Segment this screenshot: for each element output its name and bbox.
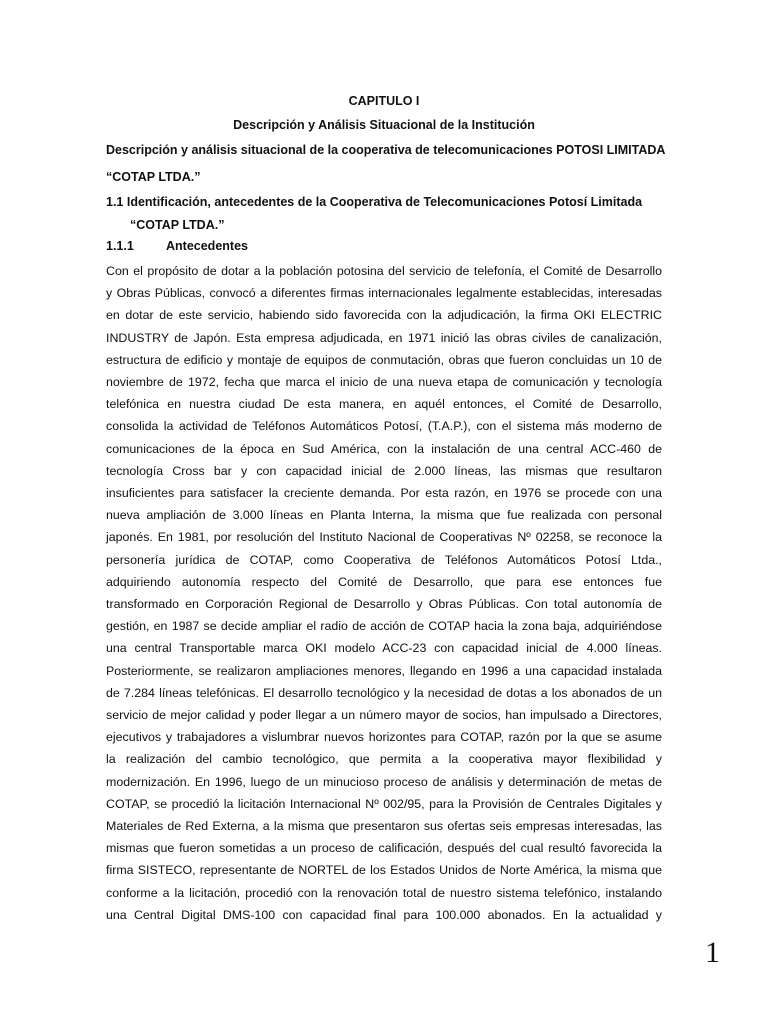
section-1-1-heading: 1.1 Identificación, antecedentes de la Cooperativa de Telecomunicaciones Potosí Limitada (106, 195, 643, 209)
paragraph-line: firma SISTECO, representante de NORTEL de los Estados Unidos de Norte América, la misma que (106, 863, 662, 878)
paragraph-line: adquiriendo autonomía respecto del Comité de Desarrollo, que para ese entonces fue (106, 574, 662, 589)
paragraph-line: en dotar de este servicio, habiendo sido favorecida con la adjudicación, la firma OKI ELECTRIC (106, 308, 662, 323)
paragraph-line: nueva ampliación de 3.000 líneas en Planta Interna, la misma que fue realizada con personal (106, 508, 662, 523)
paragraph-line: servicio de mejor calidad y poder llegar a un número mayor de socios, han impulsado a Directores, (106, 708, 662, 723)
paragraph-line: la realización del cambio tecnológico, que permita a la cooperativa mayor flexibilidad y (106, 752, 662, 767)
paragraph-line: ejecutivos y trabajadores a vislumbrar nuevos horizontes para COTAP, razón por la que se asume (106, 730, 662, 745)
paragraph-line: mismas que fueron sometidas a un proceso de calificación, después del cual resultó favorecida la (106, 841, 662, 856)
description-heading: Descripción y análisis situacional de la cooperativa de telecomunicaciones POTOSI LIMITADA (106, 143, 666, 157)
antecedentes-paragraph (106, 260, 662, 926)
description-quote: “COTAP LTDA.” (106, 170, 201, 184)
paragraph-line: INDUSTRY de Japón. Esta empresa adjudicada, en 1971 inició las obras civiles de canalización, (106, 330, 662, 345)
paragraph-line: de 7.284 líneas telefónicas. El desarrollo tecnológico y la necesidad de dotas a los abonados de un (106, 685, 662, 700)
chapter-subtitle: Descripción y Análisis Situacional de la Institución (233, 118, 535, 132)
paragraph-line: noviembre de 1972, fecha que marca el inicio de una nueva etapa de comunicación y tecnología (106, 375, 662, 390)
paragraph-line: y Obras Públicas, convocó a diferentes firmas internacionales legalmente establecidas, interesadas (106, 286, 662, 301)
paragraph-line: una Central Digital DMS-100 con capacidad final para 100.000 abonados. En la actualidad y (106, 907, 662, 922)
paragraph-line: tecnología Cross bar y con capacidad inicial de 2.000 líneas, las mismas que resultaron (106, 463, 662, 478)
paragraph-line: una central Transportable marca OKI modelo ACC-23 con capacidad inicial de 4.000 líneas. (106, 641, 662, 656)
paragraph-line: gestión, en 1987 se decide ampliar el radio de acción de COTAP hacia la zona baja, adquiriéndose (106, 619, 662, 634)
page-number: 1 (705, 936, 720, 969)
paragraph-line: personería jurídica de COTAP, como Cooperativa de Teléfonos Automáticos Potosí Ltda., (106, 552, 662, 567)
paragraph-line: Posteriormente, se realizaron ampliaciones menores, llegando en 1996 a una capacidad instalada (106, 663, 662, 678)
section-1-1-heading-continuation: “COTAP LTDA.” (130, 218, 225, 232)
paragraph-line: COTAP, se procedió la licitación Internacional Nº 002/95, para la Provisión de Centrales Digitales y (106, 796, 662, 811)
section-1-1-1-number: 1.1.1 (106, 239, 134, 253)
paragraph-line: consolida la actividad de Teléfonos Automáticos Potosí, (T.A.P.), con el sistema más moderno de (106, 419, 662, 434)
paragraph-line: transformado en Corporación Regional de Desarrollo y Obras Públicas. Con total autonomía de (106, 597, 662, 612)
paragraph-line: Materiales de Red Externa, a la misma que presentaron sus ofertas seis empresas interesadas, las (106, 819, 662, 834)
chapter-title: CAPITULO I (348, 94, 420, 108)
paragraph-line: modernización. En 1996, luego de un minucioso proceso de análisis y determinación de metas de (106, 774, 662, 789)
paragraph-line: insuficientes para satisfacer la creciente demanda. Por esta razón, en 1976 se procede con una (106, 486, 662, 501)
paragraph-line: telefónica en nuestra ciudad De esta manera, en aquél entonces, el Comité de Desarrollo, (106, 397, 662, 412)
paragraph-line: japonés. En 1981, por resolución del Instituto Nacional de Cooperativas Nº 02258, se reconoce la (106, 530, 662, 545)
paragraph-line: conforme a la licitación, procedió con la renovación total de nuestro sistema telefónico, instalando (106, 885, 662, 900)
paragraph-line: estructura de edificio y montaje de equipos de conmutación, obras que fueron concluidas un 10 de (106, 352, 662, 367)
paragraph-line: Con el propósito de dotar a la población potosina del servicio de telefonía, el Comité de Desarrollo (106, 264, 662, 278)
paragraph-line: comunicaciones de la época en Sud América, con la instalación de una central ACC-460 de (106, 441, 662, 456)
section-1-1-1-title: Antecedentes (166, 239, 248, 253)
